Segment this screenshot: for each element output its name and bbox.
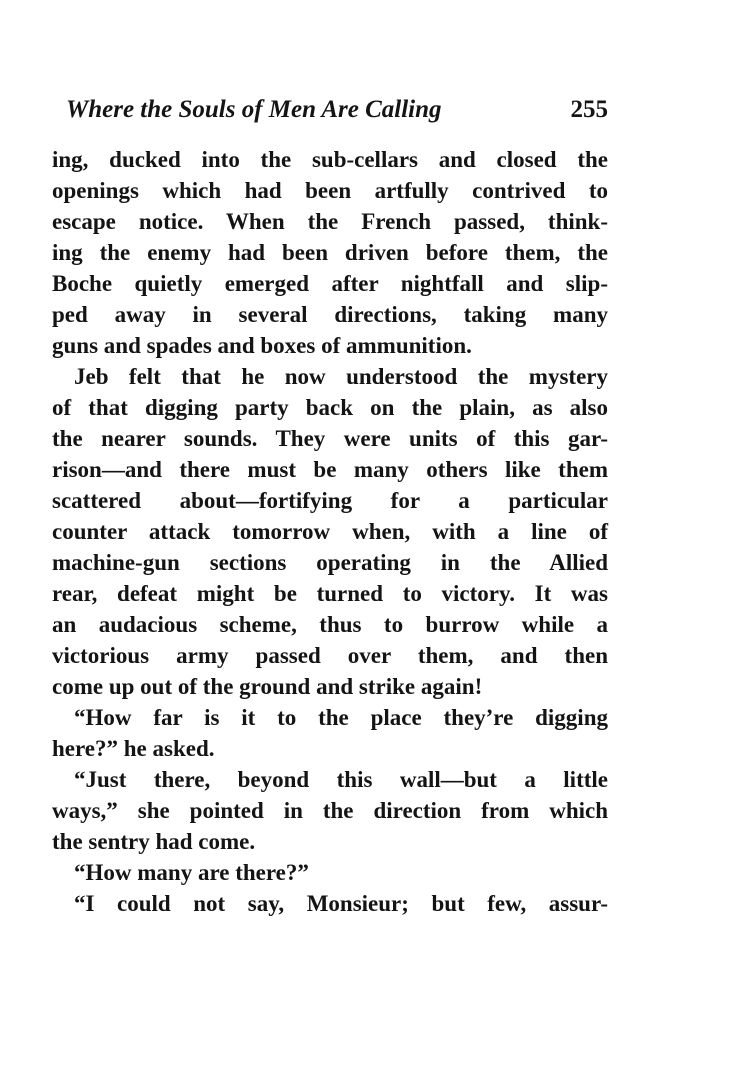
text-line: ing the enemy had been driven before them, the <box>52 240 608 265</box>
text-line: “I could not say, Monsieur; but few, assur- <box>74 891 608 916</box>
book-page <box>52 96 608 919</box>
text-line: “How many are there?” <box>74 860 309 885</box>
text-line: victorious army passed over them, and then <box>52 643 608 668</box>
text-line: rison—and there must be many others like them <box>52 457 608 482</box>
text-line: Boche quietly emerged after nightfall and slip- <box>52 271 608 296</box>
text-line: “Just there, beyond this wall—but a little <box>74 767 608 792</box>
text-line: ped away in several directions, taking many <box>52 302 608 327</box>
text-line: openings which had been artfully contrived to <box>52 178 608 203</box>
text-line: the nearer sounds. They were units of this gar- <box>52 426 608 451</box>
text-line: machine-gun sections operating in the Allied <box>52 550 608 575</box>
text-line: the sentry had come. <box>52 829 256 854</box>
text-line: ways,” she pointed in the direction from which <box>52 798 608 823</box>
text-line: guns and spades and boxes of ammunition. <box>52 333 472 358</box>
text-line: scattered about—fortifying for a particular <box>52 488 608 513</box>
text-line: Jeb felt that he now understood the mystery <box>74 364 608 389</box>
body-text <box>52 144 608 919</box>
text-line: rear, defeat might be turned to victory. It was <box>52 581 608 606</box>
text-line: ing, ducked into the sub-cellars and closed the <box>52 147 608 172</box>
text-line: escape notice. When the French passed, think- <box>52 209 608 234</box>
text-line: an audacious scheme, thus to burrow while a <box>52 612 608 637</box>
text-line: counter attack tomorrow when, with a line of <box>52 519 608 544</box>
page-number: 255 <box>570 96 608 123</box>
text-line: here?” he asked. <box>52 736 215 761</box>
running-head <box>52 96 608 142</box>
text-line: of that digging party back on the plain, as also <box>52 395 608 420</box>
text-line: come up out of the ground and strike again! <box>52 674 483 699</box>
running-title: Where the Souls of Men Are Calling <box>66 96 442 123</box>
text-line: “How far is it to the place they’re digging <box>74 705 608 730</box>
